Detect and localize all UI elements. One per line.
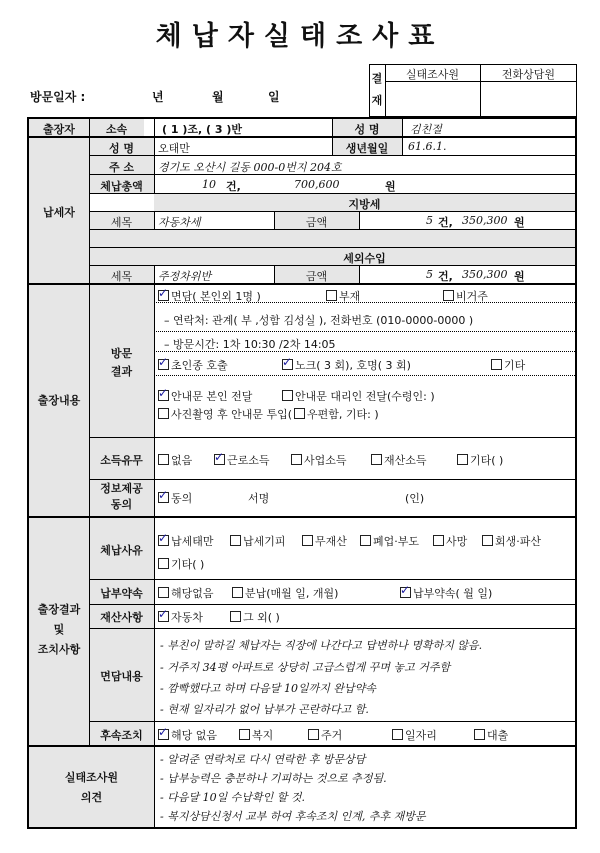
- dob-value: 61.6.1.: [408, 140, 447, 153]
- checkbox-income-etc[interactable]: [457, 454, 468, 465]
- row-knock: ✓ 노크( 3 회), 호명( 3 회): [282, 357, 411, 373]
- total-count: 10: [202, 178, 216, 191]
- local-amount-unit: 건,: [438, 216, 453, 229]
- total-label: 체납총액: [100, 180, 143, 193]
- checkbox-reason-rehab[interactable]: [482, 535, 493, 546]
- income-opt-business: 사업소득: [291, 452, 347, 468]
- talk-label: 면담내용: [100, 670, 143, 683]
- checkbox-interview[interactable]: [158, 290, 169, 301]
- opinion-label: 실태조사원 의견: [64, 771, 119, 804]
- approval-col-inspector: 실태조사원: [405, 68, 460, 81]
- checkbox-doorbell[interactable]: [158, 359, 169, 370]
- checkbox-income-business[interactable]: [291, 454, 302, 465]
- checkbox-reason-death[interactable]: [433, 535, 444, 546]
- affil-label: 소속: [105, 123, 128, 136]
- reason-opt-rehab: 회생·파산: [482, 533, 541, 549]
- checkbox-mailbox[interactable]: [294, 408, 305, 419]
- promise-label: 납부약속: [100, 587, 143, 600]
- reason-opt-etc: 기타( ): [158, 556, 204, 572]
- approval-side-label: 결 재: [371, 72, 383, 107]
- promise-opt-date: ✓ 납부약속( 월 일): [400, 585, 492, 601]
- debtor-name-label: 성 명: [108, 142, 135, 155]
- income-opt-etc: 기타( ): [457, 452, 503, 468]
- opinion-line-2: - 납부능력은 충분하나 기피하는 것으로 추정됨.: [160, 772, 387, 785]
- checkbox-reason-avoid[interactable]: [230, 535, 241, 546]
- checkbox-follow-none[interactable]: [158, 729, 169, 740]
- reason-opt-noasset: 무재산: [302, 533, 347, 549]
- consent-seal: (인): [405, 492, 425, 505]
- affil-value: ( 1 )조, ( 3 )반: [162, 123, 242, 136]
- row-etc: 기타: [491, 357, 525, 373]
- reason-opt-death: 사망: [433, 533, 467, 549]
- visit-result-label: 방문 결과: [110, 347, 133, 378]
- checkbox-reason-neglect[interactable]: [158, 535, 169, 546]
- income-opt-wage: ✓ 근로소득: [214, 452, 270, 468]
- local-amount-value: 350,300: [462, 214, 508, 227]
- result-section-label: 출장결과 및 조치사항: [37, 603, 81, 656]
- talk-line-3: - 깜빡했다고 하며 다음달 10일까지 완납약속: [160, 682, 376, 695]
- checkbox-reason-closure[interactable]: [360, 535, 371, 546]
- checkbox-promise-installment[interactable]: [232, 587, 243, 598]
- staff-name-label: 성 명: [354, 123, 380, 136]
- dob-label: 생년월일: [345, 142, 389, 155]
- local-amount-count: 5: [426, 214, 433, 227]
- non-item-value: 주정차위반: [158, 270, 212, 283]
- non-amount-won: 원: [514, 270, 525, 283]
- visit-day: 일: [268, 90, 280, 104]
- follow-opt-loan: 대출: [474, 727, 508, 743]
- follow-opt-none: ✓ 해당 없음: [158, 727, 217, 743]
- checkbox-nonresident[interactable]: [443, 290, 454, 301]
- total-won: 원: [385, 180, 396, 193]
- checkbox-knock[interactable]: [282, 359, 293, 370]
- local-amount-won: 원: [514, 216, 525, 229]
- visit-date-label: 방문일자 :: [30, 90, 86, 104]
- address-label: 주 소: [108, 161, 135, 174]
- talk-line-4: - 현재 일자리가 없어 납부가 곤란하다고 함.: [160, 703, 369, 716]
- promise-opt-none: 해당없음: [158, 585, 214, 601]
- row-interview: ✓면담( 본인외 1명 ): [158, 288, 261, 304]
- follow-label: 후속조치: [100, 729, 143, 742]
- checkbox-absent[interactable]: [326, 290, 337, 301]
- approval-col-phone: 전화상담원: [501, 68, 556, 81]
- checkbox-promise-date[interactable]: [400, 587, 411, 598]
- checkbox-asset-other[interactable]: [230, 611, 241, 622]
- checkbox-follow-welfare[interactable]: [239, 729, 250, 740]
- local-item-value: 자동차세: [158, 216, 201, 229]
- visit-year: 년: [152, 90, 164, 104]
- income-opt-property: 재산소득: [371, 452, 427, 468]
- non-amount-count: 5: [426, 268, 433, 281]
- total-amount: 700,600: [294, 178, 340, 191]
- checkbox-etc[interactable]: [491, 359, 502, 370]
- checkbox-photo[interactable]: [158, 408, 169, 419]
- non-amount-value: 350,300: [462, 268, 508, 281]
- reason-opt-neglect: ✓납세태만: [158, 533, 214, 549]
- visit-time-line: – 방문시간: 1차 10:30 /2차 14:05: [164, 338, 336, 351]
- income-opt-none: 없음: [158, 452, 192, 468]
- checkbox-income-wage[interactable]: [214, 454, 225, 465]
- non-amount-unit: 건,: [438, 270, 453, 283]
- asset-opt-other: 그 외( ): [230, 609, 280, 625]
- local-item-label: 세목: [110, 216, 133, 229]
- non-amount-label: 금액: [305, 270, 328, 283]
- visit-month: 월: [212, 90, 224, 104]
- contact-line: – 연락처: 관계( 부 ,성함 김성실 ), 전화번호 (010-0000-0000 ): [164, 314, 474, 327]
- row-photo: 사진촬영 후 안내문 투입( 우편함, 기타: ): [158, 406, 379, 422]
- checkbox-notice-proxy[interactable]: [282, 390, 293, 401]
- checkbox-asset-car[interactable]: [158, 611, 169, 622]
- talk-line-1: - 부친이 말하길 체납자는 직장에 나간다고 답변하나 명확하지 않음.: [160, 639, 483, 652]
- trip-section-label: 출장내용: [37, 394, 81, 407]
- checkbox-income-none[interactable]: [158, 454, 169, 465]
- non-tax-label: 세외수입: [343, 252, 386, 265]
- row-notice-proxy: 안내문 대리인 전달(수령인: ): [282, 388, 435, 404]
- follow-opt-welfare: 복지: [239, 727, 273, 743]
- row-nonresident: 비거주: [443, 288, 488, 304]
- row-notice-self: ✓안내문 본인 전달: [158, 388, 252, 404]
- staff-name-value: 김친절: [410, 123, 442, 136]
- checkbox-reason-etc[interactable]: [158, 558, 169, 569]
- follow-opt-housing: 주거: [308, 727, 342, 743]
- checkbox-notice-self[interactable]: [158, 390, 169, 401]
- asset-opt-car: ✓ 자동차: [158, 609, 203, 625]
- non-item-label: 세목: [110, 270, 133, 283]
- local-tax-label: 지방세: [348, 198, 381, 211]
- row-doorbell: ✓초인종 호출: [158, 357, 228, 373]
- row-absent: 부재: [326, 288, 360, 304]
- opinion-line-3: - 다음달 10일 수납확인 할 것.: [160, 791, 305, 804]
- debtor-section-label: 납세자: [43, 206, 75, 219]
- checkbox-reason-noasset[interactable]: [302, 535, 313, 546]
- opinion-line-4: - 복지상담신청서 교부 하여 후속조치 인계, 추후 재방문: [160, 810, 426, 823]
- checkbox-follow-housing[interactable]: [308, 729, 319, 740]
- total-unit: 건,: [226, 180, 241, 193]
- address-value: 경기도 오산시 길동 000-0번지 204호: [158, 161, 342, 174]
- opinion-line-1: - 알려준 연락처로 다시 연락한 후 방문상담: [160, 753, 366, 766]
- checkbox-income-property[interactable]: [371, 454, 382, 465]
- local-amount-label: 금액: [305, 216, 328, 229]
- reason-label: 체납사유: [100, 544, 143, 557]
- checkbox-promise-none[interactable]: [158, 587, 169, 598]
- checkbox-follow-loan[interactable]: [474, 729, 485, 740]
- page-title: 체납자실태조사표: [155, 21, 445, 52]
- talk-line-2: - 거주지 34평 아파트로 상당히 고급스럽게 꾸며 놓고 거주함: [160, 661, 451, 674]
- asset-label: 재산사항: [100, 611, 143, 624]
- checkbox-follow-job[interactable]: [392, 729, 403, 740]
- reason-opt-avoid: 납세기피: [230, 533, 286, 549]
- consent-agree: ✓ 동의: [158, 490, 192, 506]
- consent-sign: 서명: [248, 492, 270, 505]
- income-label: 소득유무: [100, 454, 143, 467]
- debtor-name-value: 오태만: [158, 142, 190, 155]
- checkbox-consent[interactable]: [158, 492, 169, 503]
- staff-label: 출장자: [43, 123, 75, 136]
- promise-opt-installment: 분납(매월 일, 개월): [232, 585, 338, 601]
- follow-opt-job: 일자리: [392, 727, 437, 743]
- reason-opt-bankrupt: 폐업·부도: [360, 533, 419, 549]
- consent-label: 정보제공 동의: [100, 482, 143, 511]
